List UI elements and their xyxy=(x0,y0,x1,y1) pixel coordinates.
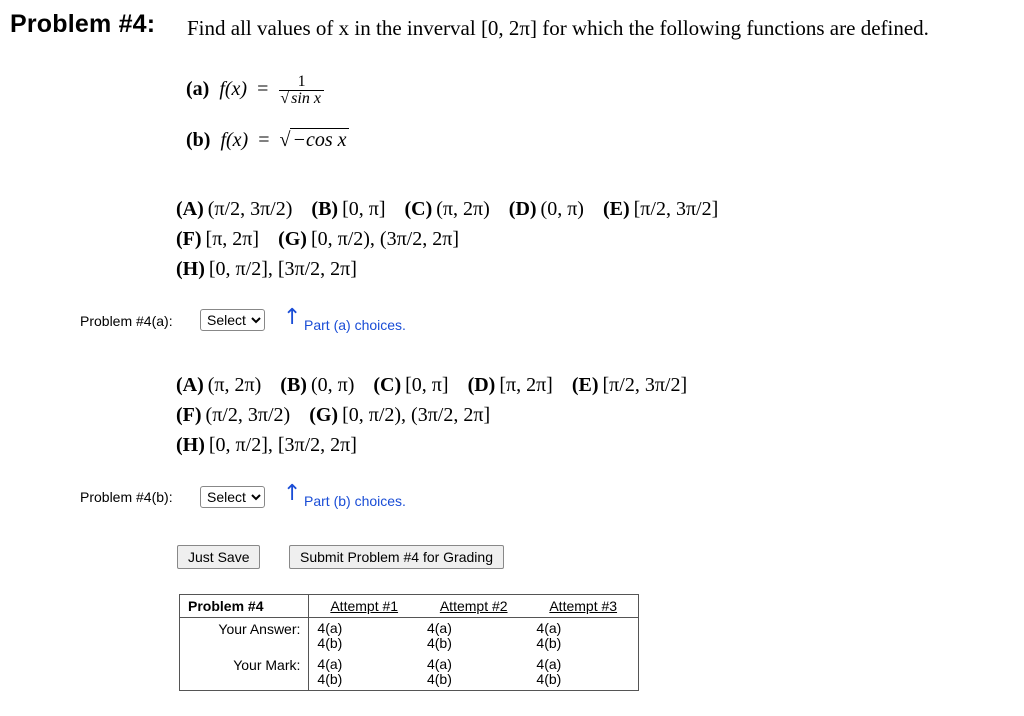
choice-a-D: (D) (0, π) xyxy=(508,198,584,220)
choice-b-G: (G) [0, π/2), (3π/2, 2π] xyxy=(309,404,491,426)
submit-problem-button[interactable]: Submit Problem #4 for Grading xyxy=(289,545,504,569)
choice-b-B: (B) (0, π) xyxy=(280,374,355,396)
function-a-radicand: sin x xyxy=(291,90,321,107)
part-a-hint: Part (a) choices. xyxy=(304,317,406,333)
attempts-problem-head: Problem #4 xyxy=(180,595,309,618)
function-b-label: (b) xyxy=(186,129,211,151)
choices-a-row1 xyxy=(176,198,732,221)
just-save-button[interactable]: Just Save xyxy=(177,545,260,569)
your-mark-label: Your Mark: xyxy=(180,654,309,691)
answer-attempt-2: 4(a) 4(b) xyxy=(426,620,452,651)
function-a-lhs: f(x) xyxy=(219,78,248,101)
function-a-eq: = xyxy=(257,78,269,101)
your-mark-row xyxy=(180,654,639,691)
problem-title: Problem #4: xyxy=(10,10,156,38)
choice-b-H: (H) [0, π/2], [3π/2, 2π] xyxy=(176,434,357,456)
mark-attempt-3: 4(a) 4(b) xyxy=(536,656,562,687)
answer-attempt-3: 4(a) 4(b) xyxy=(536,620,562,651)
part-a-select[interactable] xyxy=(200,309,265,331)
up-arrow-icon: ↑ xyxy=(283,305,302,330)
choices-a-row2 xyxy=(176,228,473,251)
attempt-3-header[interactable] xyxy=(528,595,638,618)
function-b-radicand: −cos x xyxy=(292,129,347,151)
attempt-2-header[interactable] xyxy=(419,595,528,618)
attempt-3-link[interactable]: Attempt #3 xyxy=(549,598,618,614)
function-a xyxy=(186,74,325,107)
attempts-table xyxy=(179,594,639,691)
choices-a-row3 xyxy=(176,258,371,281)
sqrt-icon: √ −cos x xyxy=(279,129,347,151)
attempts-header-row xyxy=(180,595,639,618)
choice-b-D: (D) [π, 2π] xyxy=(467,374,553,396)
function-b xyxy=(186,128,349,152)
choices-b-row3 xyxy=(176,434,371,457)
choice-b-F: (F) (π/2, 3π/2) xyxy=(176,404,291,426)
problem-statement: Find all values of x in the inverval [0, 2π] for which the following functions are defined. xyxy=(187,16,929,40)
up-arrow-icon: ↑ xyxy=(283,481,302,506)
choice-b-A: (A) (π, 2π) xyxy=(176,374,262,396)
attempt-1-link[interactable]: Attempt #1 xyxy=(330,598,399,614)
choice-a-B: (B) [0, π] xyxy=(311,198,386,220)
mark-attempt-1: 4(a) 4(b) xyxy=(317,656,343,687)
function-b-lhs: f(x) xyxy=(220,129,249,151)
part-b-label: Problem #4(b): xyxy=(80,489,173,505)
function-a-label: (a) xyxy=(186,78,210,101)
choice-a-G: (G) [0, π/2), (3π/2, 2π] xyxy=(278,228,459,250)
attempt-2-link[interactable]: Attempt #2 xyxy=(439,598,508,614)
function-a-numerator: 1 xyxy=(297,73,306,90)
function-a-denominator xyxy=(279,90,324,107)
your-answer-label: Your Answer: xyxy=(180,618,309,655)
function-b-eq: = xyxy=(258,129,270,151)
choice-b-E: (E) [π/2, 3π/2] xyxy=(571,374,688,396)
choice-a-A: (A) (π/2, 3π/2) xyxy=(176,198,293,220)
your-answer-row xyxy=(180,618,639,655)
function-a-fraction xyxy=(279,74,324,107)
choice-a-H: (H) [0, π/2], [3π/2, 2π] xyxy=(176,258,357,280)
attempt-1-header[interactable] xyxy=(309,595,419,618)
mark-attempt-2: 4(a) 4(b) xyxy=(426,656,452,687)
choice-a-E: (E) [π/2, 3π/2] xyxy=(602,198,719,220)
choice-a-F: (F) [π, 2π] xyxy=(176,228,260,250)
choices-b-row2 xyxy=(176,404,504,427)
choices-b-row1 xyxy=(176,374,701,397)
sqrt-icon: √ sin x xyxy=(280,90,321,107)
part-b-hint: Part (b) choices. xyxy=(304,493,406,509)
part-a-label: Problem #4(a): xyxy=(80,313,173,329)
choice-a-C: (C) (π, 2π) xyxy=(404,198,490,220)
choice-b-C: (C) [0, π] xyxy=(373,374,449,396)
answer-attempt-1: 4(a) 4(b) xyxy=(317,620,343,651)
part-b-select[interactable] xyxy=(200,486,265,508)
